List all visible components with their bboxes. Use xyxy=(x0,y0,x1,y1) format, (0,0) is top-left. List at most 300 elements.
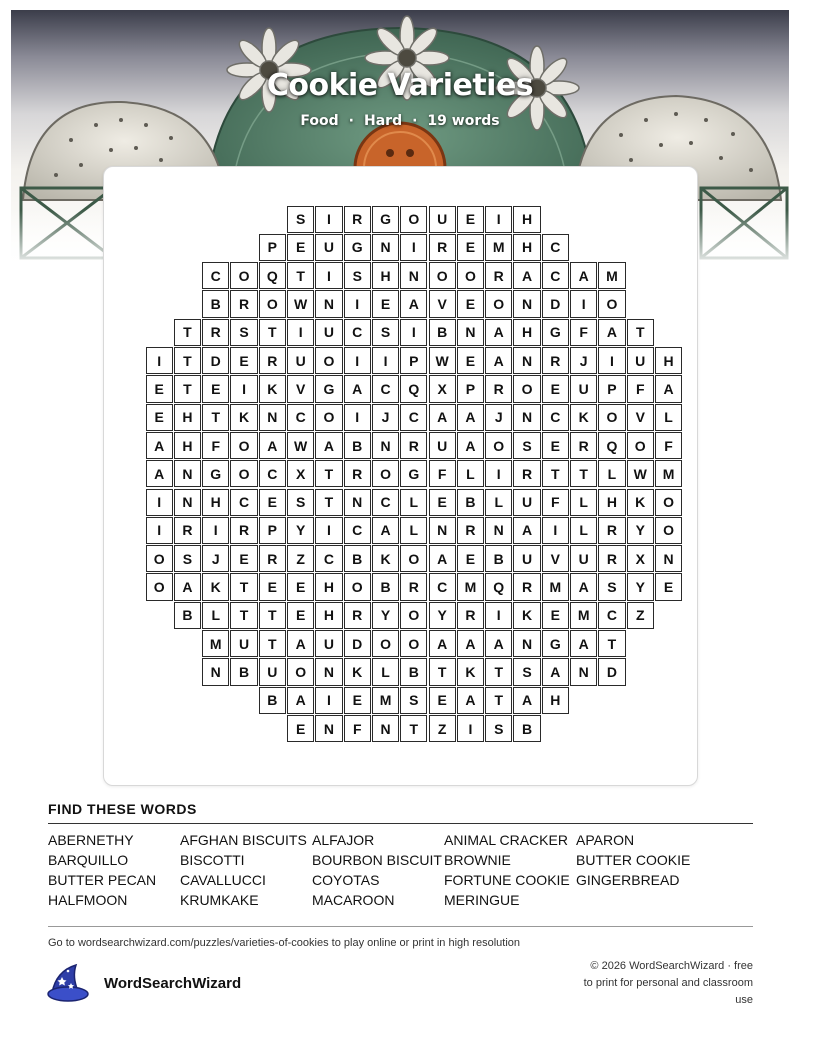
grid-cell[interactable]: E xyxy=(429,687,456,714)
grid-cell[interactable]: L xyxy=(202,602,229,629)
grid-cell[interactable]: R xyxy=(202,319,229,346)
grid-cell[interactable]: I xyxy=(146,347,173,374)
grid-cell[interactable]: Q xyxy=(485,573,512,600)
grid-cell[interactable]: A xyxy=(570,262,597,289)
grid-cell[interactable]: E xyxy=(457,206,484,233)
grid-cell[interactable]: A xyxy=(542,658,569,685)
grid-cell[interactable]: C xyxy=(372,375,399,402)
grid-cell[interactable]: R xyxy=(598,545,625,572)
grid-cell[interactable]: R xyxy=(598,517,625,544)
grid-cell[interactable]: C xyxy=(230,489,257,516)
grid-cell[interactable]: I xyxy=(457,715,484,742)
grid-cell[interactable]: O xyxy=(287,658,314,685)
grid-cell[interactable]: E xyxy=(287,715,314,742)
grid-cell[interactable]: O xyxy=(372,460,399,487)
grid-cell[interactable]: Q xyxy=(598,432,625,459)
grid-cell[interactable]: H xyxy=(513,234,540,261)
grid-cell[interactable]: U xyxy=(513,489,540,516)
grid-cell[interactable]: I xyxy=(230,375,257,402)
grid-cell[interactable]: T xyxy=(174,347,201,374)
grid-cell[interactable]: T xyxy=(174,375,201,402)
grid-cell[interactable]: J xyxy=(372,404,399,431)
grid-cell[interactable]: K xyxy=(457,658,484,685)
grid-cell[interactable]: A xyxy=(429,630,456,657)
grid-cell[interactable]: E xyxy=(259,573,286,600)
grid-cell[interactable]: V xyxy=(542,545,569,572)
grid-cell[interactable]: Z xyxy=(429,715,456,742)
grid-cell[interactable]: A xyxy=(513,262,540,289)
grid-cell[interactable]: P xyxy=(457,375,484,402)
grid-cell[interactable]: R xyxy=(457,517,484,544)
grid-cell[interactable]: P xyxy=(259,234,286,261)
grid-cell[interactable]: K xyxy=(372,545,399,572)
grid-cell[interactable]: L xyxy=(400,489,427,516)
grid-cell[interactable]: B xyxy=(457,489,484,516)
grid-cell[interactable]: U xyxy=(315,319,342,346)
grid-cell[interactable]: I xyxy=(344,347,371,374)
grid-cell[interactable]: B xyxy=(202,290,229,317)
grid-cell[interactable]: U xyxy=(287,347,314,374)
grid-cell[interactable]: F xyxy=(627,375,654,402)
grid-cell[interactable]: N xyxy=(315,715,342,742)
grid-cell[interactable]: I xyxy=(485,602,512,629)
grid-cell[interactable]: M xyxy=(655,460,682,487)
grid-cell[interactable]: E xyxy=(146,404,173,431)
grid-cell[interactable]: A xyxy=(429,545,456,572)
grid-cell[interactable]: E xyxy=(287,234,314,261)
grid-cell[interactable]: S xyxy=(513,658,540,685)
grid-cell[interactable]: N xyxy=(655,545,682,572)
grid-cell[interactable]: M xyxy=(202,630,229,657)
grid-cell[interactable]: I xyxy=(146,489,173,516)
grid-cell[interactable]: H xyxy=(202,489,229,516)
grid-cell[interactable]: R xyxy=(570,432,597,459)
grid-cell[interactable]: N xyxy=(372,432,399,459)
grid-cell[interactable]: K xyxy=(230,404,257,431)
grid-cell[interactable]: Y xyxy=(627,573,654,600)
grid-cell[interactable]: E xyxy=(429,489,456,516)
grid-cell[interactable]: O xyxy=(400,545,427,572)
grid-cell[interactable]: O xyxy=(400,630,427,657)
grid-cell[interactable]: A xyxy=(570,573,597,600)
grid-cell[interactable]: O xyxy=(429,262,456,289)
grid-cell[interactable]: O xyxy=(372,630,399,657)
grid-cell[interactable]: L xyxy=(655,404,682,431)
grid-cell[interactable]: J xyxy=(202,545,229,572)
grid-cell[interactable]: Y xyxy=(627,517,654,544)
grid-cell[interactable]: T xyxy=(598,630,625,657)
grid-cell[interactable]: A xyxy=(287,687,314,714)
grid-cell[interactable]: X xyxy=(429,375,456,402)
grid-cell[interactable]: B xyxy=(485,545,512,572)
grid-cell[interactable]: O xyxy=(230,460,257,487)
grid-cell[interactable]: T xyxy=(287,262,314,289)
grid-cell[interactable]: V xyxy=(287,375,314,402)
grid-cell[interactable]: E xyxy=(259,489,286,516)
grid-cell[interactable]: L xyxy=(457,460,484,487)
grid-cell[interactable]: N xyxy=(513,404,540,431)
grid-cell[interactable]: U xyxy=(315,234,342,261)
grid-cell[interactable]: D xyxy=(598,658,625,685)
grid-cell[interactable]: L xyxy=(598,460,625,487)
grid-cell[interactable]: F xyxy=(344,715,371,742)
grid-cell[interactable]: G xyxy=(315,375,342,402)
grid-cell[interactable]: E xyxy=(457,347,484,374)
grid-cell[interactable]: P xyxy=(598,375,625,402)
grid-cell[interactable]: T xyxy=(315,460,342,487)
grid-cell[interactable]: O xyxy=(146,545,173,572)
grid-cell[interactable]: C xyxy=(542,262,569,289)
grid-cell[interactable]: H xyxy=(315,573,342,600)
grid-cell[interactable]: L xyxy=(372,658,399,685)
grid-cell[interactable]: F xyxy=(202,432,229,459)
grid-cell[interactable]: Y xyxy=(372,602,399,629)
grid-cell[interactable]: T xyxy=(485,687,512,714)
grid-cell[interactable]: O xyxy=(655,517,682,544)
grid-cell[interactable]: I xyxy=(542,517,569,544)
grid-cell[interactable]: S xyxy=(400,687,427,714)
grid-cell[interactable]: F xyxy=(542,489,569,516)
grid-cell[interactable]: Y xyxy=(429,602,456,629)
grid-cell[interactable]: F xyxy=(429,460,456,487)
grid-cell[interactable]: N xyxy=(485,517,512,544)
grid-cell[interactable]: E xyxy=(655,573,682,600)
grid-cell[interactable]: M xyxy=(542,573,569,600)
grid-cell[interactable]: I xyxy=(287,319,314,346)
grid-cell[interactable]: E xyxy=(457,234,484,261)
grid-cell[interactable]: Z xyxy=(287,545,314,572)
grid-cell[interactable]: A xyxy=(485,347,512,374)
grid-cell[interactable]: P xyxy=(259,517,286,544)
grid-cell[interactable]: O xyxy=(315,404,342,431)
grid-cell[interactable]: R xyxy=(230,290,257,317)
grid-cell[interactable]: T xyxy=(202,404,229,431)
grid-cell[interactable]: M xyxy=(457,573,484,600)
grid-cell[interactable]: J xyxy=(485,404,512,431)
grid-cell[interactable]: E xyxy=(542,375,569,402)
grid-cell[interactable]: B xyxy=(259,687,286,714)
grid-cell[interactable]: M xyxy=(372,687,399,714)
grid-cell[interactable]: L xyxy=(570,489,597,516)
grid-cell[interactable]: R xyxy=(259,545,286,572)
grid-cell[interactable]: I xyxy=(344,290,371,317)
grid-cell[interactable]: M xyxy=(485,234,512,261)
grid-cell[interactable]: E xyxy=(542,602,569,629)
grid-cell[interactable]: E xyxy=(202,375,229,402)
grid-cell[interactable]: G xyxy=(372,206,399,233)
grid-cell[interactable]: N xyxy=(400,262,427,289)
grid-cell[interactable]: O xyxy=(230,262,257,289)
grid-cell[interactable]: R xyxy=(344,602,371,629)
grid-cell[interactable]: C xyxy=(429,573,456,600)
grid-cell[interactable]: B xyxy=(372,573,399,600)
grid-cell[interactable]: A xyxy=(457,432,484,459)
grid-cell[interactable]: I xyxy=(570,290,597,317)
grid-cell[interactable]: H xyxy=(655,347,682,374)
grid-cell[interactable]: O xyxy=(485,290,512,317)
grid-cell[interactable]: F xyxy=(570,319,597,346)
grid-cell[interactable]: U xyxy=(429,206,456,233)
grid-cell[interactable]: O xyxy=(315,347,342,374)
grid-cell[interactable]: C xyxy=(315,545,342,572)
grid-cell[interactable]: H xyxy=(513,206,540,233)
grid-cell[interactable]: H xyxy=(315,602,342,629)
grid-cell[interactable]: I xyxy=(400,234,427,261)
grid-cell[interactable]: T xyxy=(259,602,286,629)
grid-cell[interactable]: C xyxy=(542,404,569,431)
grid-cell[interactable]: T xyxy=(485,658,512,685)
grid-cell[interactable]: K xyxy=(202,573,229,600)
grid-cell[interactable]: E xyxy=(344,687,371,714)
grid-cell[interactable]: A xyxy=(344,375,371,402)
grid-cell[interactable]: O xyxy=(146,573,173,600)
grid-cell[interactable]: B xyxy=(174,602,201,629)
grid-cell[interactable]: R xyxy=(400,432,427,459)
grid-cell[interactable]: J xyxy=(570,347,597,374)
grid-cell[interactable]: V xyxy=(429,290,456,317)
grid-cell[interactable]: A xyxy=(655,375,682,402)
grid-cell[interactable]: K xyxy=(570,404,597,431)
grid-cell[interactable]: N xyxy=(315,658,342,685)
grid-cell[interactable]: E xyxy=(230,545,257,572)
grid-cell[interactable]: T xyxy=(542,460,569,487)
grid-cell[interactable]: A xyxy=(598,319,625,346)
grid-cell[interactable]: I xyxy=(315,517,342,544)
grid-cell[interactable]: N xyxy=(202,658,229,685)
grid-cell[interactable]: U xyxy=(429,432,456,459)
grid-cell[interactable]: K xyxy=(513,602,540,629)
grid-cell[interactable]: W xyxy=(287,432,314,459)
grid-cell[interactable]: C xyxy=(287,404,314,431)
grid-cell[interactable]: H xyxy=(542,687,569,714)
grid-cell[interactable]: S xyxy=(230,319,257,346)
grid-cell[interactable]: Z xyxy=(627,602,654,629)
grid-cell[interactable]: O xyxy=(259,290,286,317)
grid-cell[interactable]: G xyxy=(400,460,427,487)
grid-cell[interactable]: N xyxy=(513,290,540,317)
grid-cell[interactable]: B xyxy=(513,715,540,742)
grid-cell[interactable]: A xyxy=(372,517,399,544)
grid-cell[interactable]: S xyxy=(344,262,371,289)
grid-cell[interactable]: O xyxy=(230,432,257,459)
grid-cell[interactable]: G xyxy=(202,460,229,487)
grid-cell[interactable]: R xyxy=(344,206,371,233)
grid-cell[interactable]: N xyxy=(429,517,456,544)
grid-cell[interactable]: A xyxy=(315,432,342,459)
grid-cell[interactable]: L xyxy=(485,489,512,516)
grid-cell[interactable]: N xyxy=(315,290,342,317)
grid-cell[interactable]: N xyxy=(457,319,484,346)
grid-cell[interactable]: I xyxy=(146,517,173,544)
grid-cell[interactable]: A xyxy=(146,432,173,459)
grid-cell[interactable]: I xyxy=(485,206,512,233)
grid-cell[interactable]: M xyxy=(570,602,597,629)
grid-cell[interactable]: C xyxy=(542,234,569,261)
grid-cell[interactable]: C xyxy=(344,319,371,346)
grid-cell[interactable]: A xyxy=(570,630,597,657)
grid-cell[interactable]: L xyxy=(570,517,597,544)
grid-cell[interactable]: C xyxy=(259,460,286,487)
grid-cell[interactable]: W xyxy=(627,460,654,487)
grid-cell[interactable]: G xyxy=(344,234,371,261)
grid-cell[interactable]: Q xyxy=(259,262,286,289)
grid-cell[interactable]: O xyxy=(513,375,540,402)
grid-cell[interactable]: R xyxy=(429,234,456,261)
grid-cell[interactable]: A xyxy=(287,630,314,657)
grid-cell[interactable]: A xyxy=(485,630,512,657)
grid-cell[interactable]: A xyxy=(429,404,456,431)
grid-cell[interactable]: U xyxy=(570,375,597,402)
grid-cell[interactable]: A xyxy=(485,319,512,346)
grid-cell[interactable]: I xyxy=(202,517,229,544)
grid-cell[interactable]: G xyxy=(542,630,569,657)
grid-cell[interactable]: A xyxy=(146,460,173,487)
grid-cell[interactable]: T xyxy=(627,319,654,346)
grid-cell[interactable]: O xyxy=(627,432,654,459)
grid-cell[interactable]: N xyxy=(372,234,399,261)
grid-cell[interactable]: Q xyxy=(400,375,427,402)
grid-cell[interactable]: A xyxy=(513,517,540,544)
grid-cell[interactable]: W xyxy=(429,347,456,374)
grid-cell[interactable]: G xyxy=(542,319,569,346)
grid-cell[interactable]: W xyxy=(287,290,314,317)
grid-cell[interactable]: N xyxy=(174,489,201,516)
grid-cell[interactable]: S xyxy=(485,715,512,742)
grid-cell[interactable]: C xyxy=(344,517,371,544)
grid-cell[interactable]: H xyxy=(372,262,399,289)
grid-cell[interactable]: N xyxy=(259,404,286,431)
grid-cell[interactable]: N xyxy=(372,715,399,742)
grid-cell[interactable]: E xyxy=(230,347,257,374)
grid-cell[interactable]: D xyxy=(202,347,229,374)
grid-cell[interactable]: R xyxy=(542,347,569,374)
grid-cell[interactable]: R xyxy=(485,375,512,402)
grid-cell[interactable]: I xyxy=(598,347,625,374)
grid-cell[interactable]: A xyxy=(513,687,540,714)
grid-cell[interactable]: P xyxy=(400,347,427,374)
grid-cell[interactable]: T xyxy=(400,715,427,742)
grid-cell[interactable]: U xyxy=(627,347,654,374)
grid-cell[interactable]: E xyxy=(457,290,484,317)
grid-cell[interactable]: T xyxy=(259,319,286,346)
grid-cell[interactable]: I xyxy=(315,687,342,714)
grid-cell[interactable]: B xyxy=(400,658,427,685)
grid-cell[interactable]: A xyxy=(400,290,427,317)
grid-cell[interactable]: I xyxy=(315,262,342,289)
grid-cell[interactable]: E xyxy=(542,432,569,459)
footer-url-text[interactable]: Go to wordsearchwizard.com/puzzles/varieties-of-cookies to play online or print in high resolution xyxy=(48,937,521,949)
grid-cell[interactable]: S xyxy=(287,489,314,516)
grid-cell[interactable]: E xyxy=(372,290,399,317)
grid-cell[interactable]: S xyxy=(513,432,540,459)
grid-cell[interactable]: H xyxy=(174,404,201,431)
grid-cell[interactable]: N xyxy=(570,658,597,685)
grid-cell[interactable]: I xyxy=(485,460,512,487)
grid-cell[interactable]: U xyxy=(259,658,286,685)
grid-cell[interactable]: K xyxy=(259,375,286,402)
grid-cell[interactable]: O xyxy=(655,489,682,516)
grid-cell[interactable]: U xyxy=(230,630,257,657)
grid-cell[interactable]: V xyxy=(627,404,654,431)
grid-cell[interactable]: T xyxy=(259,630,286,657)
grid-cell[interactable]: D xyxy=(344,630,371,657)
grid-cell[interactable]: H xyxy=(598,489,625,516)
grid-cell[interactable]: A xyxy=(259,432,286,459)
grid-cell[interactable]: C xyxy=(598,602,625,629)
grid-cell[interactable]: Y xyxy=(287,517,314,544)
grid-cell[interactable]: I xyxy=(344,404,371,431)
grid-cell[interactable]: N xyxy=(513,347,540,374)
grid-cell[interactable]: K xyxy=(344,658,371,685)
grid-cell[interactable]: D xyxy=(542,290,569,317)
grid-cell[interactable]: I xyxy=(372,347,399,374)
grid-cell[interactable]: I xyxy=(315,206,342,233)
grid-cell[interactable]: C xyxy=(372,489,399,516)
grid-cell[interactable]: F xyxy=(655,432,682,459)
grid-cell[interactable]: B xyxy=(230,658,257,685)
grid-cell[interactable]: R xyxy=(259,347,286,374)
grid-cell[interactable]: R xyxy=(174,517,201,544)
grid-cell[interactable]: O xyxy=(598,404,625,431)
grid-cell[interactable]: R xyxy=(513,573,540,600)
grid-cell[interactable]: N xyxy=(344,489,371,516)
grid-cell[interactable]: U xyxy=(513,545,540,572)
grid-cell[interactable]: E xyxy=(287,573,314,600)
grid-cell[interactable]: N xyxy=(174,460,201,487)
grid-cell[interactable]: U xyxy=(570,545,597,572)
grid-cell[interactable]: C xyxy=(202,262,229,289)
grid-cell[interactable]: T xyxy=(230,602,257,629)
grid-cell[interactable]: H xyxy=(174,432,201,459)
grid-cell[interactable]: A xyxy=(457,404,484,431)
brand-logo[interactable] xyxy=(46,963,241,1003)
grid-cell[interactable]: C xyxy=(400,404,427,431)
grid-cell[interactable]: O xyxy=(344,573,371,600)
grid-cell[interactable]: H xyxy=(513,319,540,346)
grid-cell[interactable]: B xyxy=(344,545,371,572)
grid-cell[interactable]: K xyxy=(627,489,654,516)
grid-cell[interactable]: T xyxy=(230,573,257,600)
grid-cell[interactable]: A xyxy=(174,573,201,600)
grid-cell[interactable]: R xyxy=(344,460,371,487)
grid-cell[interactable]: E xyxy=(457,545,484,572)
grid-cell[interactable]: S xyxy=(598,573,625,600)
grid-cell[interactable]: O xyxy=(400,602,427,629)
grid-cell[interactable]: S xyxy=(174,545,201,572)
grid-cell[interactable]: T xyxy=(429,658,456,685)
grid-cell[interactable]: M xyxy=(598,262,625,289)
grid-cell[interactable]: T xyxy=(174,319,201,346)
grid-cell[interactable]: T xyxy=(570,460,597,487)
grid-cell[interactable]: E xyxy=(146,375,173,402)
grid-cell[interactable]: S xyxy=(372,319,399,346)
grid-cell[interactable]: R xyxy=(230,517,257,544)
grid-cell[interactable]: A xyxy=(457,630,484,657)
grid-cell[interactable]: O xyxy=(457,262,484,289)
grid-cell[interactable]: T xyxy=(315,489,342,516)
grid-cell[interactable]: R xyxy=(400,573,427,600)
grid-cell[interactable]: I xyxy=(400,319,427,346)
grid-cell[interactable]: O xyxy=(598,290,625,317)
grid-cell[interactable]: S xyxy=(287,206,314,233)
grid-cell[interactable]: X xyxy=(627,545,654,572)
grid-cell[interactable]: B xyxy=(344,432,371,459)
grid-cell[interactable]: N xyxy=(513,630,540,657)
grid-cell[interactable]: U xyxy=(315,630,342,657)
grid-cell[interactable]: R xyxy=(513,460,540,487)
grid-cell[interactable]: L xyxy=(400,517,427,544)
grid-cell[interactable]: O xyxy=(400,206,427,233)
